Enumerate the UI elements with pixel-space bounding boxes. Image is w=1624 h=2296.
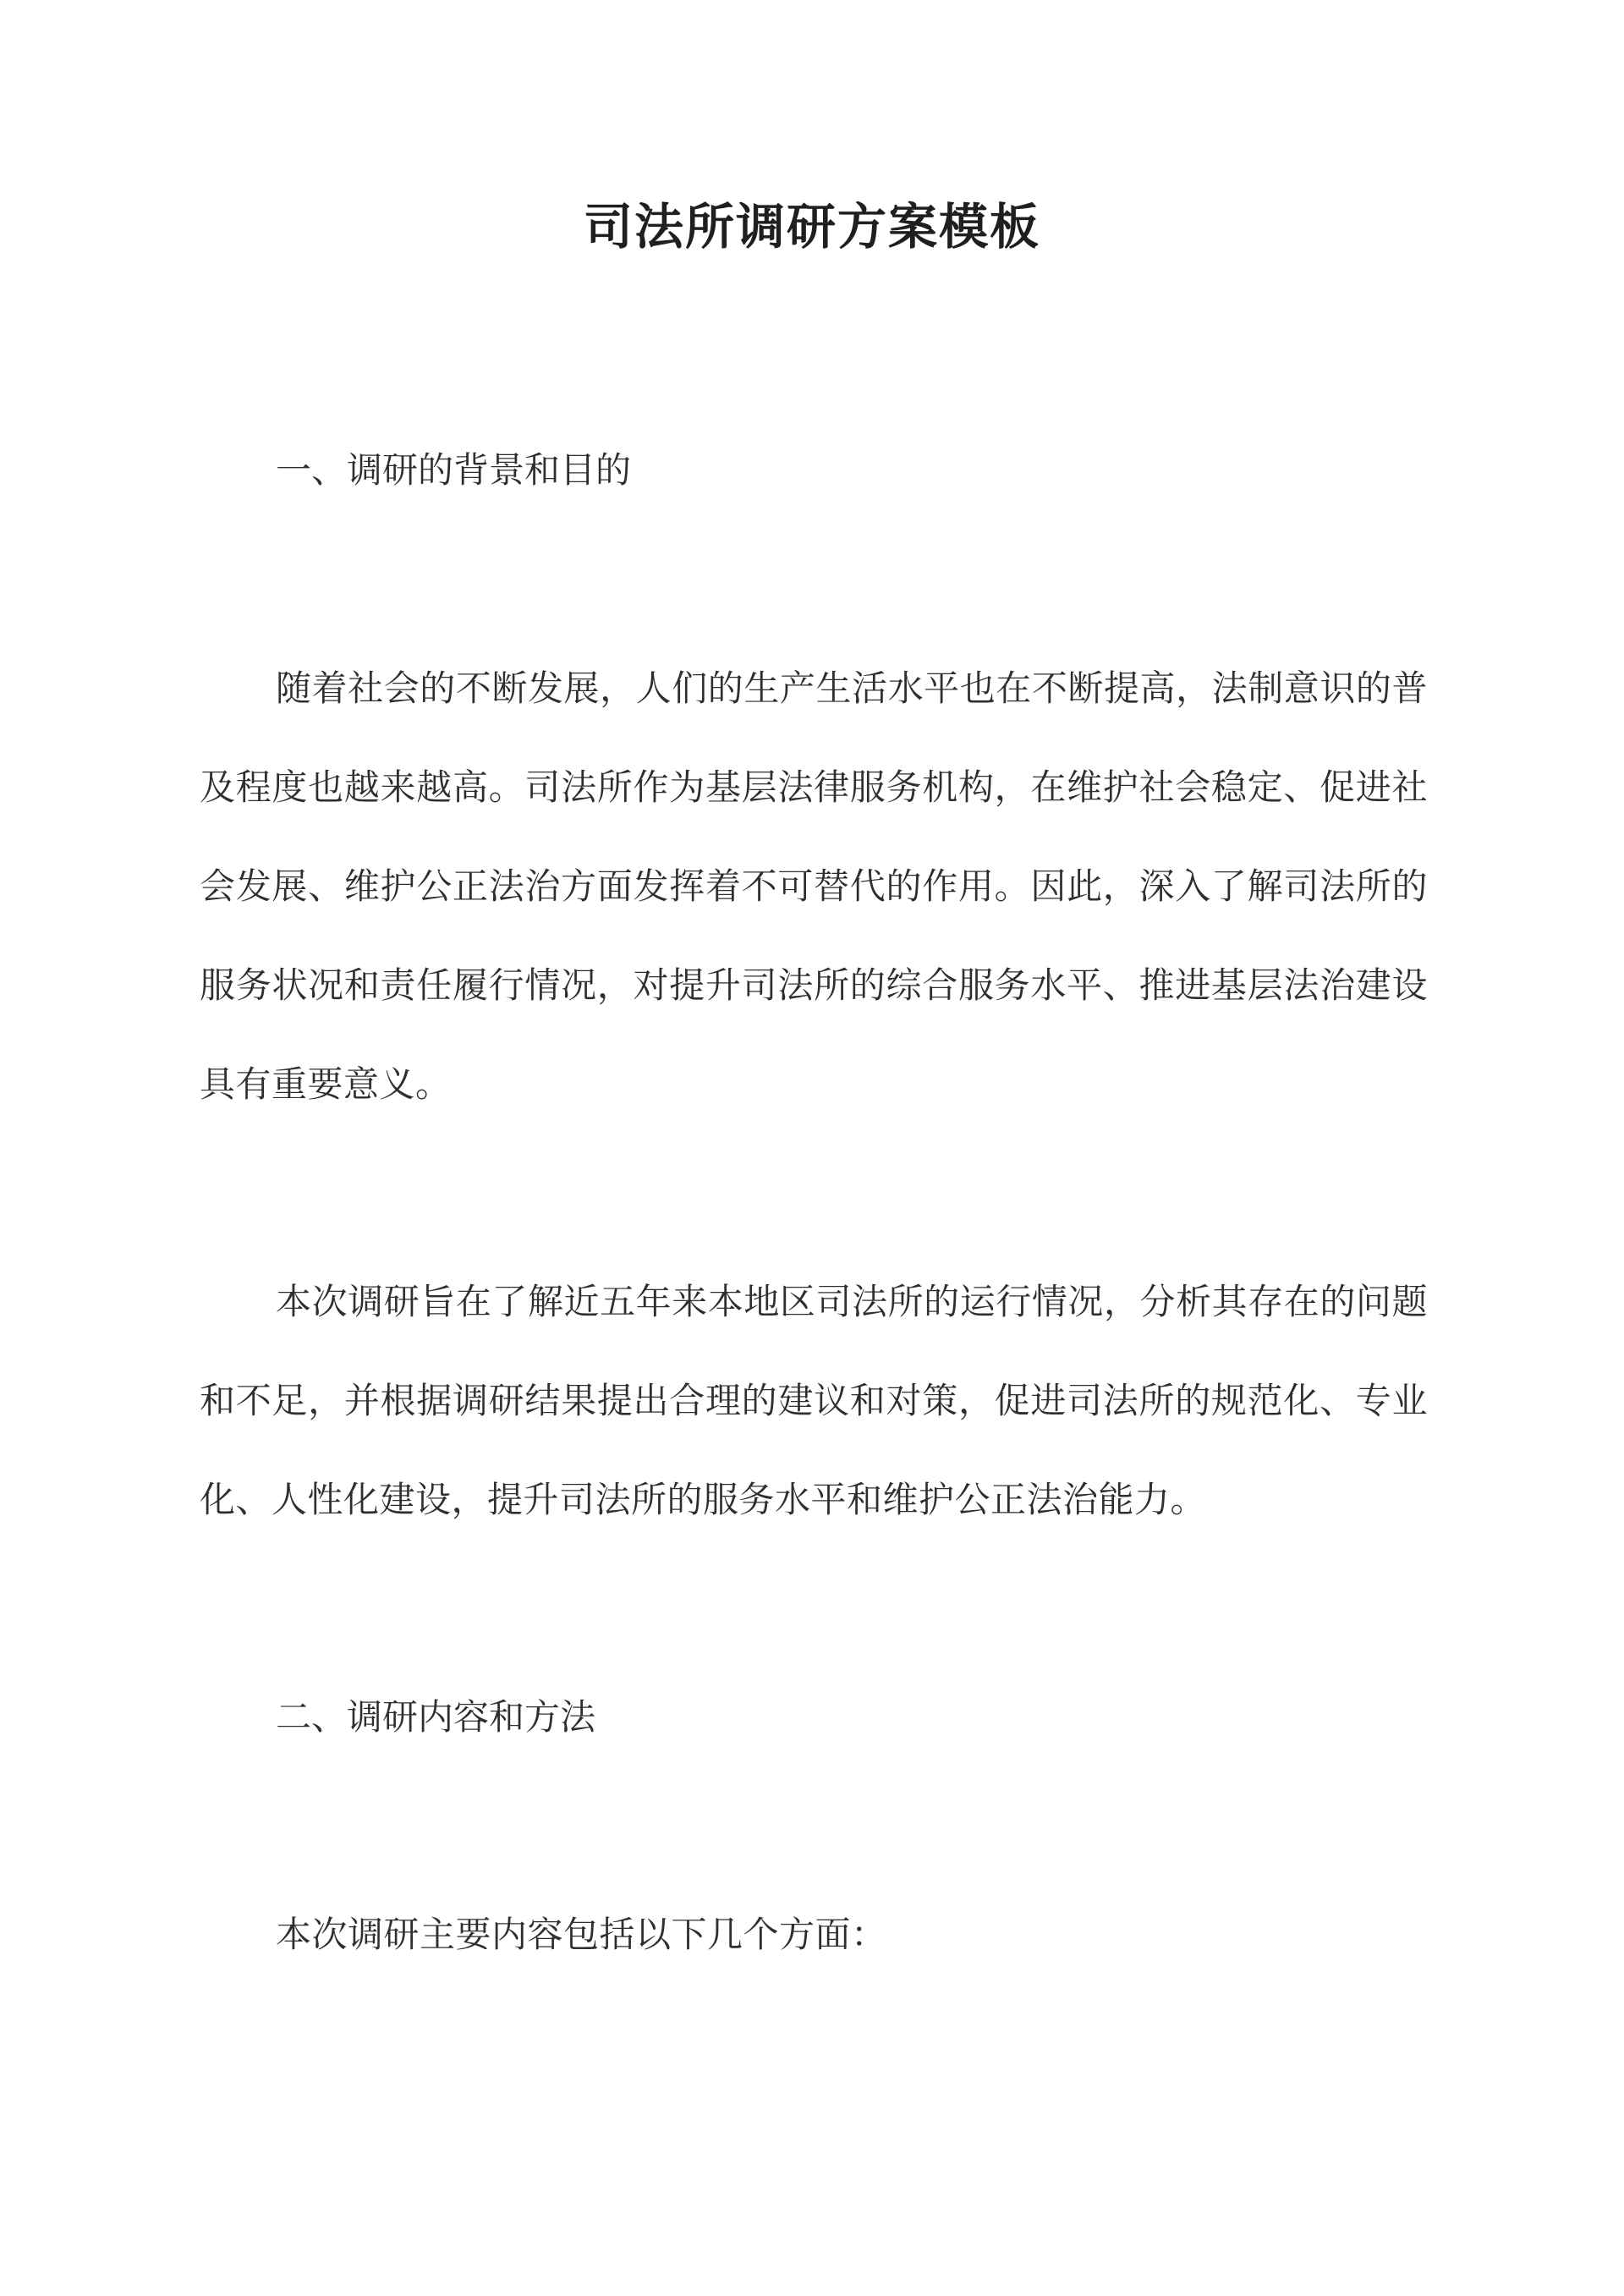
section-heading-content-methods: 二、调研内容和方法	[276, 1696, 596, 1738]
paragraph-content-intro: 本次调研主要内容包括以下几个方面：	[276, 1914, 887, 1955]
paragraph-background: 随着社会的不断发展，人们的生产生活水平也在不断提高，法制意识的普及程度也越来越高。司法所作为基层法律服务机构，在维护社会稳定、促进社会发展、维护公正法治方面发挥着不可替代的作用。因此，深入了解司法所的服务状况和责任履行情况，对提升司法所的综合服务水平、推进基层法治建设具有重要意义。	[200, 667, 1428, 1105]
paragraph-purpose: 本次调研旨在了解近五年来本地区司法所的运行情况，分析其存在的问题和不足，并根据调研结果提出合理的建议和对策，促进司法所的规范化、专业化、人性化建设，提升司法所的服务水平和维护公正法治能力。	[200, 1281, 1428, 1520]
document-title: 司法所调研方案模板	[583, 198, 1040, 255]
section-heading-background-purpose: 一、调研的背景和目的	[276, 449, 632, 491]
